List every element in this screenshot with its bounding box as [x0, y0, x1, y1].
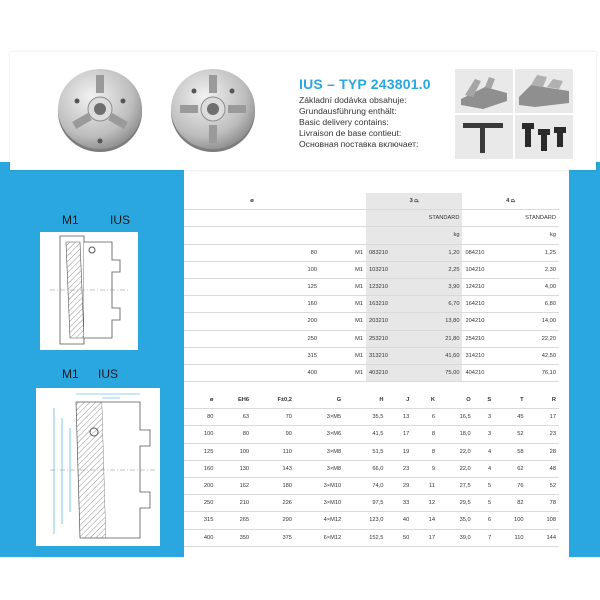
- table-row: 400 350 375 6×M12 152,5 50 17 39,0 7 110 144: [184, 529, 559, 546]
- dimensions-table: [184, 392, 559, 547]
- table-row: 250 210 226 3×M10 97,5 33 12 29,5 5 82 78: [184, 495, 559, 512]
- delivery-text-de: Grundausführung enthält:: [299, 106, 397, 116]
- table-row: 200 M1 203210 13,80 204210 14,00: [184, 313, 559, 330]
- weights-table: [184, 193, 559, 382]
- col-dia: ø: [250, 198, 254, 205]
- three-jaw-chuck-image: [55, 65, 145, 155]
- standard-label-3: STANDARD: [366, 210, 462, 227]
- table-row: 125 100 110 3×M8 51,5 19 8 22,0 4 58 28: [184, 443, 559, 460]
- section-drawing-bottom: [36, 388, 160, 546]
- bolts-photo: [515, 115, 573, 159]
- kg-unit-3: kg: [419, 227, 462, 244]
- label-ius-top: IUS: [110, 213, 131, 227]
- label-m1-bottom: M1: [62, 367, 79, 381]
- table-row: 160 M1 163210 6,70 164210 6,80: [184, 296, 559, 313]
- table-row: 100 80 90 3×M6 41,5 17 8 18,0 3 52 23: [184, 426, 559, 443]
- standard-label-4: STANDARD: [525, 215, 556, 222]
- kg-unit-4: kg: [549, 232, 556, 239]
- label-m1-top: M1: [62, 213, 79, 227]
- blue-strip: [174, 162, 184, 557]
- delivery-text-cz: Základní dodávka obsahuje:: [299, 95, 407, 105]
- product-title: IUS – TYP 243801.0: [299, 76, 431, 92]
- delivery-text-ru: Основная поставка включает:: [299, 139, 419, 149]
- col-4-jaw: 4 ⏢: [506, 197, 516, 204]
- jaws-photo: [455, 69, 513, 113]
- section-drawing-top: [40, 232, 138, 350]
- label-ius-bottom: IUS: [98, 367, 119, 381]
- delivery-text-fr: Livraison de base contieut:: [299, 128, 402, 138]
- table-row: 315 265 290 4×M12 123,0 40 14 35,0 6 100 108: [184, 512, 559, 529]
- table-row: 80 M1 083210 1,20 084210 1,25: [184, 244, 559, 261]
- table-row: 315 M1 313210 41,60 314210 42,50: [184, 347, 559, 364]
- blue-right-panel: [569, 162, 600, 557]
- stepped-jaws-photo: [515, 69, 573, 113]
- table-row: 80 63 70 3×M5 35,5 13 6 16,5 3 45 17: [184, 409, 559, 426]
- chuck-key-photo: [455, 115, 513, 159]
- delivery-text-en: Basic delivery contains:: [299, 117, 389, 127]
- table-row: 100 M1 103210 2,25 104210 2,30: [184, 261, 559, 278]
- table-row: 125 M1 123210 3,90 124210 4,00: [184, 278, 559, 295]
- dimensions-header-row: ø EH6 F±0,2 G H J K O S T R: [184, 392, 559, 409]
- table-row: 160 130 143 3×M8 66,0 23 9 22,0 4 62 48: [184, 460, 559, 477]
- col-3-jaw: 3 ⏢: [366, 193, 462, 210]
- table-row: 200 162 180 3×M10 74,0 29 11 27,5 5 76 52: [184, 477, 559, 494]
- four-jaw-chuck-image: [168, 65, 258, 155]
- table-row: 400 M1 403210 75,00 404210 76,10: [184, 364, 559, 381]
- table-row: 250 M1 253210 21,80 254210 22,20: [184, 330, 559, 347]
